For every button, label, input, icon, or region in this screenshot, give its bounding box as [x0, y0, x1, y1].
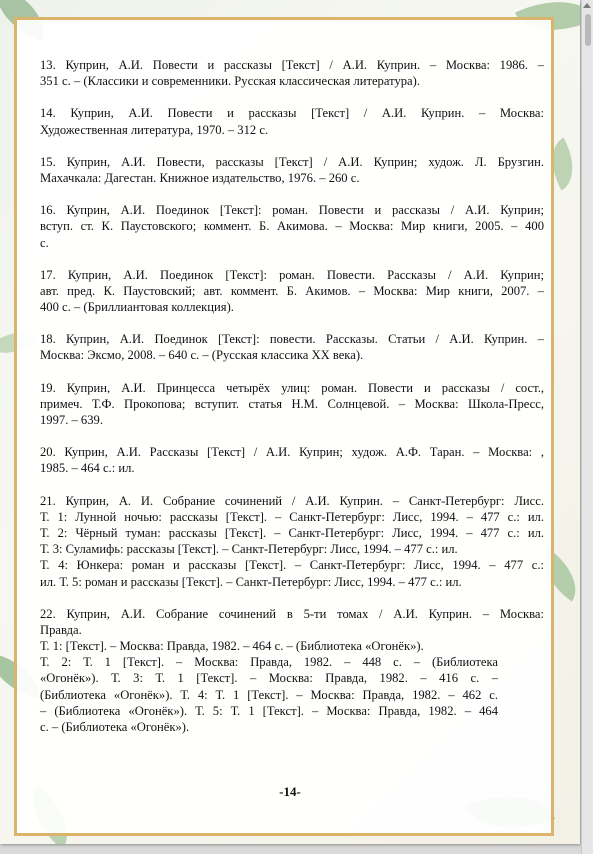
entry-line: Т. 1: [Текст]. – Москва: Правда, 1982. – 464 с. – (Библиотека «Огонёк»).	[40, 639, 424, 654]
entry-line: 20. Куприн, А.И. Рассказы [Текст] / А.И. Куприн; худож. А.Ф. Таран. – Москва: ,	[40, 445, 544, 460]
entry-line: 13. Куприн, А.И. Повести и рассказы [Текст] / А.И. Куприн. – Москва: 1986. –	[40, 58, 544, 72]
entry-line: 19. Куприн, А.И. Принцесса четырёх улиц: роман. Повести и рассказы / сост.,	[40, 380, 544, 395]
vertical-scrollbar[interactable]	[581, 0, 593, 854]
bibliography-entry-20	[40, 444, 544, 476]
entry-line: 16. Куприн, А.И. Поединок [Текст]: роман. Повести и рассказы / А.И. Куприн;	[40, 203, 544, 218]
entry-line: Т. 4: Юнкера: роман и рассказы [Текст]. – Санкт-Петербург: Лисс, 1994. – 477 с.:	[40, 558, 544, 573]
entry-line: Москва: Эксмо, 2008. – 640 с. – (Русская классика XX века).	[40, 348, 364, 363]
entry-line: 18. Куприн, А.И. Поединок [Текст]: повести. Рассказы. Статьи / А.И. Куприн. –	[40, 332, 544, 347]
page-number: -14-	[279, 784, 301, 799]
entry-line: 1997. – 639.	[40, 413, 103, 427]
bibliography-entry-22	[40, 606, 544, 736]
entry-line: 22. Куприн, А.И. Собрание сочинений в 5-ти томах / А.И. Куприн. – Москва:	[40, 606, 544, 621]
entry-line: – (Библиотека «Огонёк»). Т. 5: Т. 1 [Текст]. – Москва: Правда, 1982. – 464	[40, 703, 498, 718]
entry-line: Правда.	[40, 622, 82, 637]
scrollbar-thumb[interactable]	[585, 14, 591, 46]
bibliography-list	[40, 57, 544, 751]
entry-line: 1985. – 464 с.: ил.	[40, 461, 135, 476]
bibliography-entry-15	[40, 154, 544, 186]
entry-line: (Библиотека «Огонёк»). Т. 4: Т. 1 [Текст]. – Москва: Правда, 1982. – 462 с.	[40, 687, 498, 702]
entry-line: Махачкала: Дагестан. Книжное издательство, 1976. – 260 с.	[40, 170, 360, 185]
entry-line: «Огонёк»). Т. 3: Т. 1 [Текст]. – Москва: Правда, 1982. – 416 с. –	[40, 671, 498, 686]
entry-line: Художественная литература, 1970. – 312 с.	[40, 122, 269, 137]
bibliography-entry-21	[40, 493, 544, 590]
entry-line: с. – (Библиотека «Огонёк»).	[40, 720, 190, 734]
entry-line: 15. Куприн, А.И. Повести, рассказы [Текст] / А.И. Куприн; худож. Л. Брузгин.	[40, 154, 544, 169]
bibliography-entry-19	[40, 380, 544, 429]
entry-line: 351 с. – (Классики и современники. Русская классическая литература).	[40, 74, 420, 89]
bibliography-entry-18	[40, 331, 544, 363]
bibliography-entry-16	[40, 202, 544, 251]
bibliography-entry-14	[40, 105, 544, 137]
bibliography-entry-17	[40, 267, 544, 316]
entry-line: авт. пред. К. Паустовский; авт. коммент. Б. Акимов. – Москва: Мир книги, 2007. –	[40, 283, 544, 298]
entry-line: Т. 3: Суламифь: рассказы [Текст]. – Санкт-Петербург: Лисс, 1994. – 477 с.: ил.	[40, 542, 458, 557]
entry-line: 400 с. – (Бриллиантовая коллекция).	[40, 300, 234, 315]
entry-line: примеч. Т.Ф. Прокопова; вступит. статья Н.М. Солнцевой. – Москва: Школа-Пресс,	[40, 396, 544, 411]
entry-line: с.	[40, 235, 49, 250]
entry-line: вступ. ст. К. Паустовского; коммент. Б. Акимова. – Москва: Мир книги, 2005. – 400	[40, 219, 544, 234]
entry-line: ил. Т. 5: роман и рассказы [Текст]. – Санкт-Петербург: Лисс, 1994. – 477 с.: ил.	[40, 574, 462, 589]
scroll-up-arrow-icon[interactable]	[583, 3, 591, 8]
entry-line: 21. Куприн, А. И. Собрание сочинений / А.И. Куприн. – Санкт-Петербург: Лисс.	[40, 493, 544, 508]
entry-line: 14. Куприн, А.И. Повести и рассказы [Текст] / А.И. Куприн. – Москва:	[40, 106, 544, 121]
entry-line: 17. Куприн, А.И. Поединок [Текст]: роман. Повести. Рассказы / А.И. Куприн;	[40, 267, 544, 282]
entry-line: Т. 2: Т. 1 [Текст]. – Москва: Правда, 1982. – 448 с. – (Библиотека	[40, 655, 498, 670]
entry-line: Т. 2: Чёрный туман: рассказы [Текст]. – Санкт-Петербург: Лисс, 1994. – 477 с.: ил.	[40, 525, 544, 540]
entry-line: Т. 1: Лунной ночью: рассказы [Текст]. – Санкт-Петербург: Лисс, 1994. – 477 с.: ил.	[40, 509, 544, 524]
bibliography-entry-13	[40, 57, 544, 89]
volume-list	[40, 638, 498, 735]
